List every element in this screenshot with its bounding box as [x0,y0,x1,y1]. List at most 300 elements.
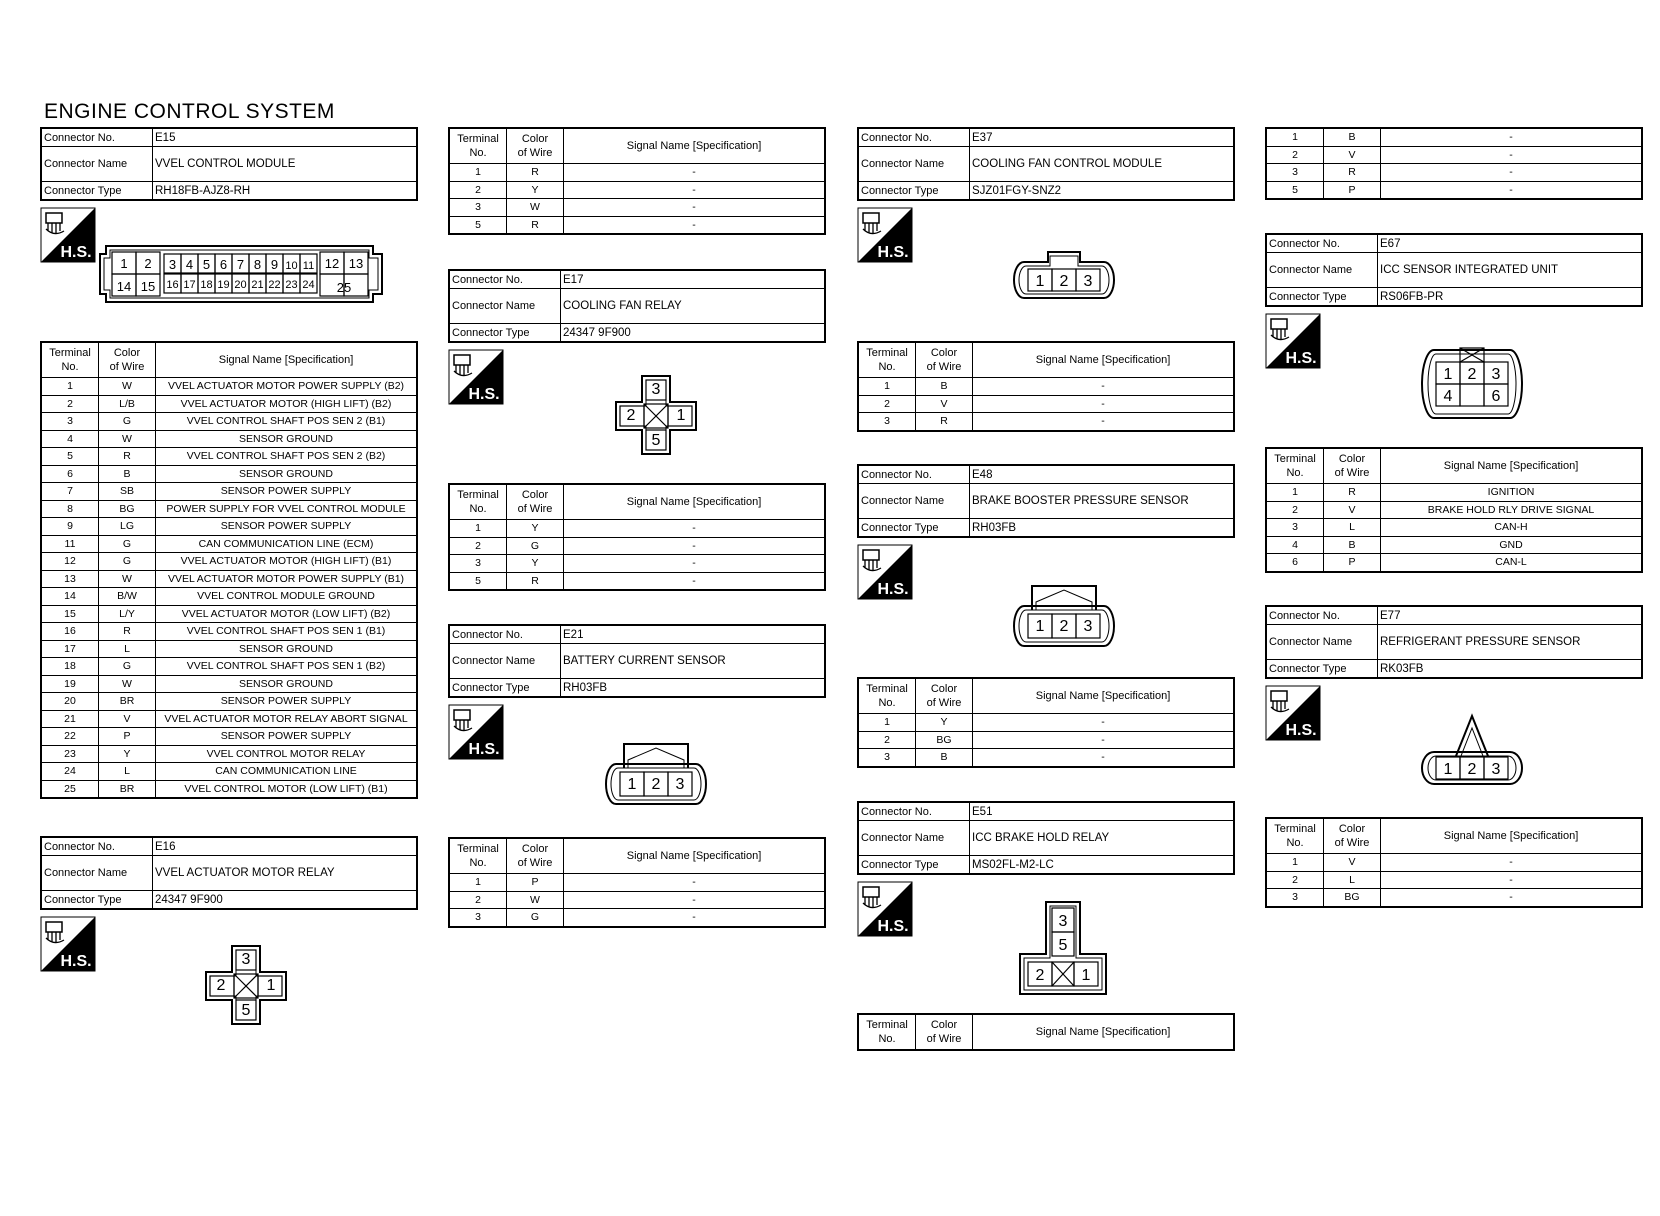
terminal-no: 2 [1266,146,1324,164]
wire-color: Y [99,745,156,763]
connector-no: E51 [970,802,1235,821]
table-row [449,216,825,234]
wire-color: B/W [99,588,156,606]
pin-label: 3 [168,257,177,272]
wire-color: V [916,395,973,413]
label: Connector No. [858,465,970,484]
pin-label: 5 [202,257,211,272]
wire-color: P [1324,554,1381,572]
pin-label: 3 [1491,366,1501,383]
pin-label: 3 [1491,761,1501,778]
signal-name: SENSOR POWER SUPPLY [156,728,418,746]
pin-label: 5 [651,432,661,449]
label: Connector Type [1266,660,1378,679]
pin-label: 6 [1491,388,1501,405]
header: Terminal No. [858,342,916,378]
wire-color: BR [99,693,156,711]
wire-color: V [1324,501,1381,519]
label: Connector Name [858,484,970,519]
table-row [41,518,417,536]
connector-e16-face [202,944,290,1026]
connector-no: E17 [561,270,826,289]
label: Connector Name [41,147,153,182]
connector-no: E48 [970,465,1235,484]
connector-name: ICC SENSOR INTEGRATED UNIT [1378,253,1643,288]
signal-name: - [1381,854,1643,872]
pin-label: 1 [1081,967,1091,984]
wire-color: B [1324,128,1381,146]
table-row [41,693,417,711]
label: Connector Type [449,679,561,698]
terminal-no: 1 [1266,854,1324,872]
table-row [41,675,417,693]
terminal-no: 14 [41,588,99,606]
connector-name: ICC BRAKE HOLD RELAY [970,821,1235,856]
signal-name: - [973,714,1235,732]
connector-no: E77 [1378,606,1643,625]
table-row [41,570,417,588]
table-row [1266,854,1642,872]
signal-name: VVEL ACTUATOR MOTOR POWER SUPPLY (B1) [156,570,418,588]
pin-label: 4 [1443,388,1453,405]
terminal-no: 5 [41,448,99,466]
terminal-no: 20 [41,693,99,711]
table-row [1266,146,1642,164]
table-row [858,378,1234,396]
connector-type: RH03FB [561,679,826,698]
connector-e48-info [857,464,1235,538]
label: Connector Type [858,856,970,875]
harness-side-icon [448,704,504,760]
pin-label: 4 [185,257,194,272]
signal-name: VVEL CONTROL SHAFT POS SEN 1 (B2) [156,658,418,676]
header: Color of Wire [507,484,564,520]
signal-name: SENSOR GROUND [156,675,418,693]
pin-label: 1 [266,977,276,994]
table-row [41,763,417,781]
connector-type: RH18FB-AJZ8-RH [153,182,418,201]
connector-e51-face [1018,900,1110,996]
pin-label: 1 [676,407,686,424]
wire-color: LG [99,518,156,536]
pin-label: 11 [302,260,315,272]
wire-color: L [99,640,156,658]
terminal-no: 4 [41,430,99,448]
signal-name: POWER SUPPLY FOR VVEL CONTROL MODULE [156,500,418,518]
pin-label: 10 [285,260,298,272]
header: Terminal No. [449,128,507,164]
terminal-no: 3 [449,555,507,573]
table-row [1266,128,1642,146]
table-row [41,640,417,658]
connector-name: COOLING FAN CONTROL MODULE [970,147,1235,182]
table-row [1266,871,1642,889]
terminal-no: 23 [41,745,99,763]
terminal-no: 1 [1266,128,1324,146]
table-row [449,572,825,590]
signal-name: - [973,749,1235,767]
label: Connector No. [1266,234,1378,253]
connector-name: COOLING FAN RELAY [561,289,826,324]
wire-color: L/B [99,395,156,413]
label: Connector Name [1266,253,1378,288]
terminal-no: 1 [858,378,916,396]
signal-name: BRAKE HOLD RLY DRIVE SIGNAL [1381,501,1643,519]
pin-label: 2 [216,977,226,994]
connector-type: RK03FB [1378,660,1643,679]
wire-color: R [1324,484,1381,502]
label: Connector Name [41,856,153,891]
pin-label: 3 [1083,273,1093,290]
terminal-no: 2 [449,537,507,555]
pin-label: 21 [251,279,264,291]
signal-name: SENSOR GROUND [156,430,418,448]
signal-name: - [564,572,826,590]
label: Connector Type [1266,288,1378,307]
pins-e16 [448,127,826,235]
terminal-no: 3 [1266,889,1324,907]
pin-label: 13 [348,256,364,271]
terminal-no: 2 [41,395,99,413]
connector-no: E67 [1378,234,1643,253]
header: Terminal No. [858,1014,916,1050]
connector-e17-info [448,269,826,343]
signal-name: GND [1381,536,1643,554]
wire-color: P [99,728,156,746]
terminal-no: 9 [41,518,99,536]
signal-name: VVEL CONTROL MOTOR (LOW LIFT) (B1) [156,780,418,798]
table-row [858,714,1234,732]
pins-e77 [1265,817,1643,908]
table-row [41,378,417,396]
table-row [41,500,417,518]
table-row [858,413,1234,431]
terminal-no: 5 [449,572,507,590]
pin-label: 1 [1035,273,1045,290]
signal-name: - [1381,146,1643,164]
table-row [41,780,417,798]
pin-label: 5 [1058,937,1068,954]
wire-color: SB [99,483,156,501]
signal-name: - [564,520,826,538]
label: Connector Name [449,644,561,679]
signal-name: VVEL ACTUATOR MOTOR (HIGH LIFT) (B2) [156,395,418,413]
wire-color: R [99,623,156,641]
connector-e48-face [1012,582,1116,648]
pin-label: 14 [116,279,132,294]
pin-label: 1 [120,256,128,271]
harness-side-icon [857,207,913,263]
pins-e15 [40,341,418,799]
connector-e77-info [1265,605,1643,679]
pin-label: 8 [253,257,262,272]
pins-e67 [1265,447,1643,573]
pin-label: 2 [1467,761,1477,778]
terminal-no: 2 [1266,501,1324,519]
pins-e37 [857,341,1235,432]
terminal-no: 6 [41,465,99,483]
signal-name: - [973,731,1235,749]
connector-e51-info [857,801,1235,875]
wire-color: W [507,891,564,909]
connector-name: REFRIGERANT PRESSURE SENSOR [1378,625,1643,660]
wire-color: B [916,378,973,396]
pin-label: 12 [324,256,340,271]
pin-label: 1 [1035,618,1045,635]
terminal-no: 2 [449,181,507,199]
pin-label: 18 [200,279,213,291]
pin-label: 24 [302,279,315,291]
terminal-no: 22 [41,728,99,746]
label: Connector No. [449,270,561,289]
pins-e48 [857,677,1235,768]
header: Signal Name [Specification] [1381,818,1643,854]
table-row [858,395,1234,413]
table-row [41,623,417,641]
connector-e67-info [1265,233,1643,307]
connector-type: RS06FB-PR [1378,288,1643,307]
terminal-no: 3 [1266,519,1324,537]
terminal-no: 3 [449,199,507,217]
table-row [449,909,825,927]
pin-label: 3 [1083,618,1093,635]
terminal-no: 5 [1266,181,1324,199]
terminal-no: 4 [1266,536,1324,554]
signal-name: VVEL ACTUATOR MOTOR POWER SUPPLY (B2) [156,378,418,396]
pin-label: 9 [270,257,279,272]
terminal-no: 17 [41,640,99,658]
pin-label: 17 [183,279,196,291]
wire-color: G [507,909,564,927]
signal-name: VVEL CONTROL MOTOR RELAY [156,745,418,763]
wire-color: B [916,749,973,767]
connector-name: BRAKE BOOSTER PRESSURE SENSOR [970,484,1235,519]
terminal-no: 25 [41,780,99,798]
page-title: ENGINE CONTROL SYSTEM [44,100,335,123]
wire-color: R [507,164,564,182]
connector-e17-face [612,374,700,456]
terminal-no: 3 [858,413,916,431]
header: Terminal No. [858,678,916,714]
table-row [449,537,825,555]
harness-side-icon [857,881,913,937]
table-row [41,395,417,413]
table-row [41,430,417,448]
signal-name: VVEL CONTROL SHAFT POS SEN 2 (B1) [156,413,418,431]
table-row [41,588,417,606]
table-row [449,874,825,892]
header: Color of Wire [1324,448,1381,484]
wire-color: G [99,535,156,553]
terminal-no: 2 [858,395,916,413]
connector-e15-face [98,240,398,308]
signal-name: - [1381,181,1643,199]
header: Color of Wire [1324,818,1381,854]
signal-name: - [564,909,826,927]
pin-label: 19 [217,279,230,291]
header: Signal Name [Specification] [564,838,826,874]
harness-side-icon [40,207,96,263]
wire-color: Y [507,520,564,538]
label: Connector No. [41,837,153,856]
pin-label: 2 [651,776,661,793]
wire-color: BG [99,500,156,518]
wire-color: W [99,378,156,396]
connector-no: E15 [153,128,418,147]
connector-name: BATTERY CURRENT SENSOR [561,644,826,679]
wire-color: W [99,430,156,448]
pins-e51-header [857,1013,1235,1051]
wire-color: R [507,572,564,590]
table-row [858,749,1234,767]
label: Connector Name [858,147,970,182]
connector-name: VVEL ACTUATOR MOTOR RELAY [153,856,418,891]
label: Connector Name [449,289,561,324]
wire-color: L [1324,871,1381,889]
header: Signal Name [Specification] [564,128,826,164]
table-row [41,483,417,501]
table-row [41,710,417,728]
signal-name: VVEL ACTUATOR MOTOR (LOW LIFT) (B2) [156,605,418,623]
wire-color: Y [916,714,973,732]
terminal-no: 19 [41,675,99,693]
label: Connector Name [858,821,970,856]
table-row [449,164,825,182]
header: Terminal No. [449,838,507,874]
wire-color: Y [507,181,564,199]
terminal-no: 1 [1266,484,1324,502]
pin-label: 2 [144,256,152,271]
pin-label: 2 [1059,618,1069,635]
terminal-no: 15 [41,605,99,623]
pins-e51 [1265,127,1643,200]
label: Connector Name [1266,625,1378,660]
wire-color: G [99,553,156,571]
pin-label: 25 [336,280,352,295]
table-row [41,553,417,571]
connector-e77-face [1420,712,1524,788]
signal-name: VVEL CONTROL MODULE GROUND [156,588,418,606]
header: Terminal No. [1266,818,1324,854]
wire-color: Y [507,555,564,573]
connector-no: E21 [561,625,826,644]
terminal-no: 3 [41,413,99,431]
signal-name: SENSOR GROUND [156,465,418,483]
connector-e15-info [40,127,418,201]
wire-color: L/Y [99,605,156,623]
pin-label: 3 [675,776,685,793]
label: Connector Type [449,324,561,343]
terminal-no: 2 [1266,871,1324,889]
pin-label: 15 [140,279,156,294]
terminal-no: 3 [858,749,916,767]
pin-label: 3 [651,381,661,398]
wire-color: V [1324,146,1381,164]
connector-type: SJZ01FGY-SNZ2 [970,182,1235,201]
header: Color of Wire [99,342,156,378]
header: Color of Wire [916,342,973,378]
label: Connector No. [41,128,153,147]
pin-label: 16 [166,279,179,291]
label: Connector No. [449,625,561,644]
terminal-no: 1 [449,520,507,538]
table-row [1266,501,1642,519]
pin-label: 6 [219,257,228,272]
connector-e37-face [1012,248,1116,302]
connector-e21-face [604,740,708,806]
table-row [1266,889,1642,907]
table-row [41,605,417,623]
wire-color: G [99,413,156,431]
table-row [41,448,417,466]
signal-name: - [1381,871,1643,889]
terminal-no: 3 [1266,164,1324,182]
table-row [41,658,417,676]
signal-name: - [1381,164,1643,182]
pin-label: 5 [241,1002,251,1019]
harness-side-icon [1265,685,1321,741]
wire-color: R [1324,164,1381,182]
header: Terminal No. [449,484,507,520]
pin-label: 3 [241,951,251,968]
wire-color: V [99,710,156,728]
terminal-no: 5 [449,216,507,234]
pin-label: 2 [626,407,636,424]
label: Connector No. [858,128,970,147]
pin-label: 22 [268,279,281,291]
terminal-no: 18 [41,658,99,676]
header: Signal Name [Specification] [564,484,826,520]
signal-name: - [564,199,826,217]
table-row [41,745,417,763]
table-row [41,535,417,553]
header: Color of Wire [916,678,973,714]
terminal-no: 1 [449,874,507,892]
wire-color: R [99,448,156,466]
header: Signal Name [Specification] [1381,448,1643,484]
signal-name: - [564,164,826,182]
wire-color: L [1324,519,1381,537]
wire-color: W [507,199,564,217]
terminal-no: 13 [41,570,99,588]
header: Terminal No. [41,342,99,378]
wire-color: B [1324,536,1381,554]
table-row [449,555,825,573]
pin-label: 7 [236,257,245,272]
wire-color: G [99,658,156,676]
terminal-no: 2 [858,731,916,749]
label: Connector Type [41,891,153,910]
signal-name: CAN-H [1381,519,1643,537]
wire-color: BG [916,731,973,749]
connector-no: E16 [153,837,418,856]
signal-name: VVEL ACTUATOR MOTOR (HIGH LIFT) (B1) [156,553,418,571]
wire-color: B [99,465,156,483]
table-row [41,728,417,746]
terminal-no: 24 [41,763,99,781]
connector-type: MS02FL-M2-LC [970,856,1235,875]
terminal-no: 16 [41,623,99,641]
signal-name: - [564,874,826,892]
wire-color: R [916,413,973,431]
signal-name: SENSOR GROUND [156,640,418,658]
connector-no: E37 [970,128,1235,147]
signal-name: - [564,537,826,555]
signal-name: VVEL CONTROL SHAFT POS SEN 1 (B1) [156,623,418,641]
table-row [1266,164,1642,182]
signal-name: - [973,413,1235,431]
signal-name: - [564,891,826,909]
